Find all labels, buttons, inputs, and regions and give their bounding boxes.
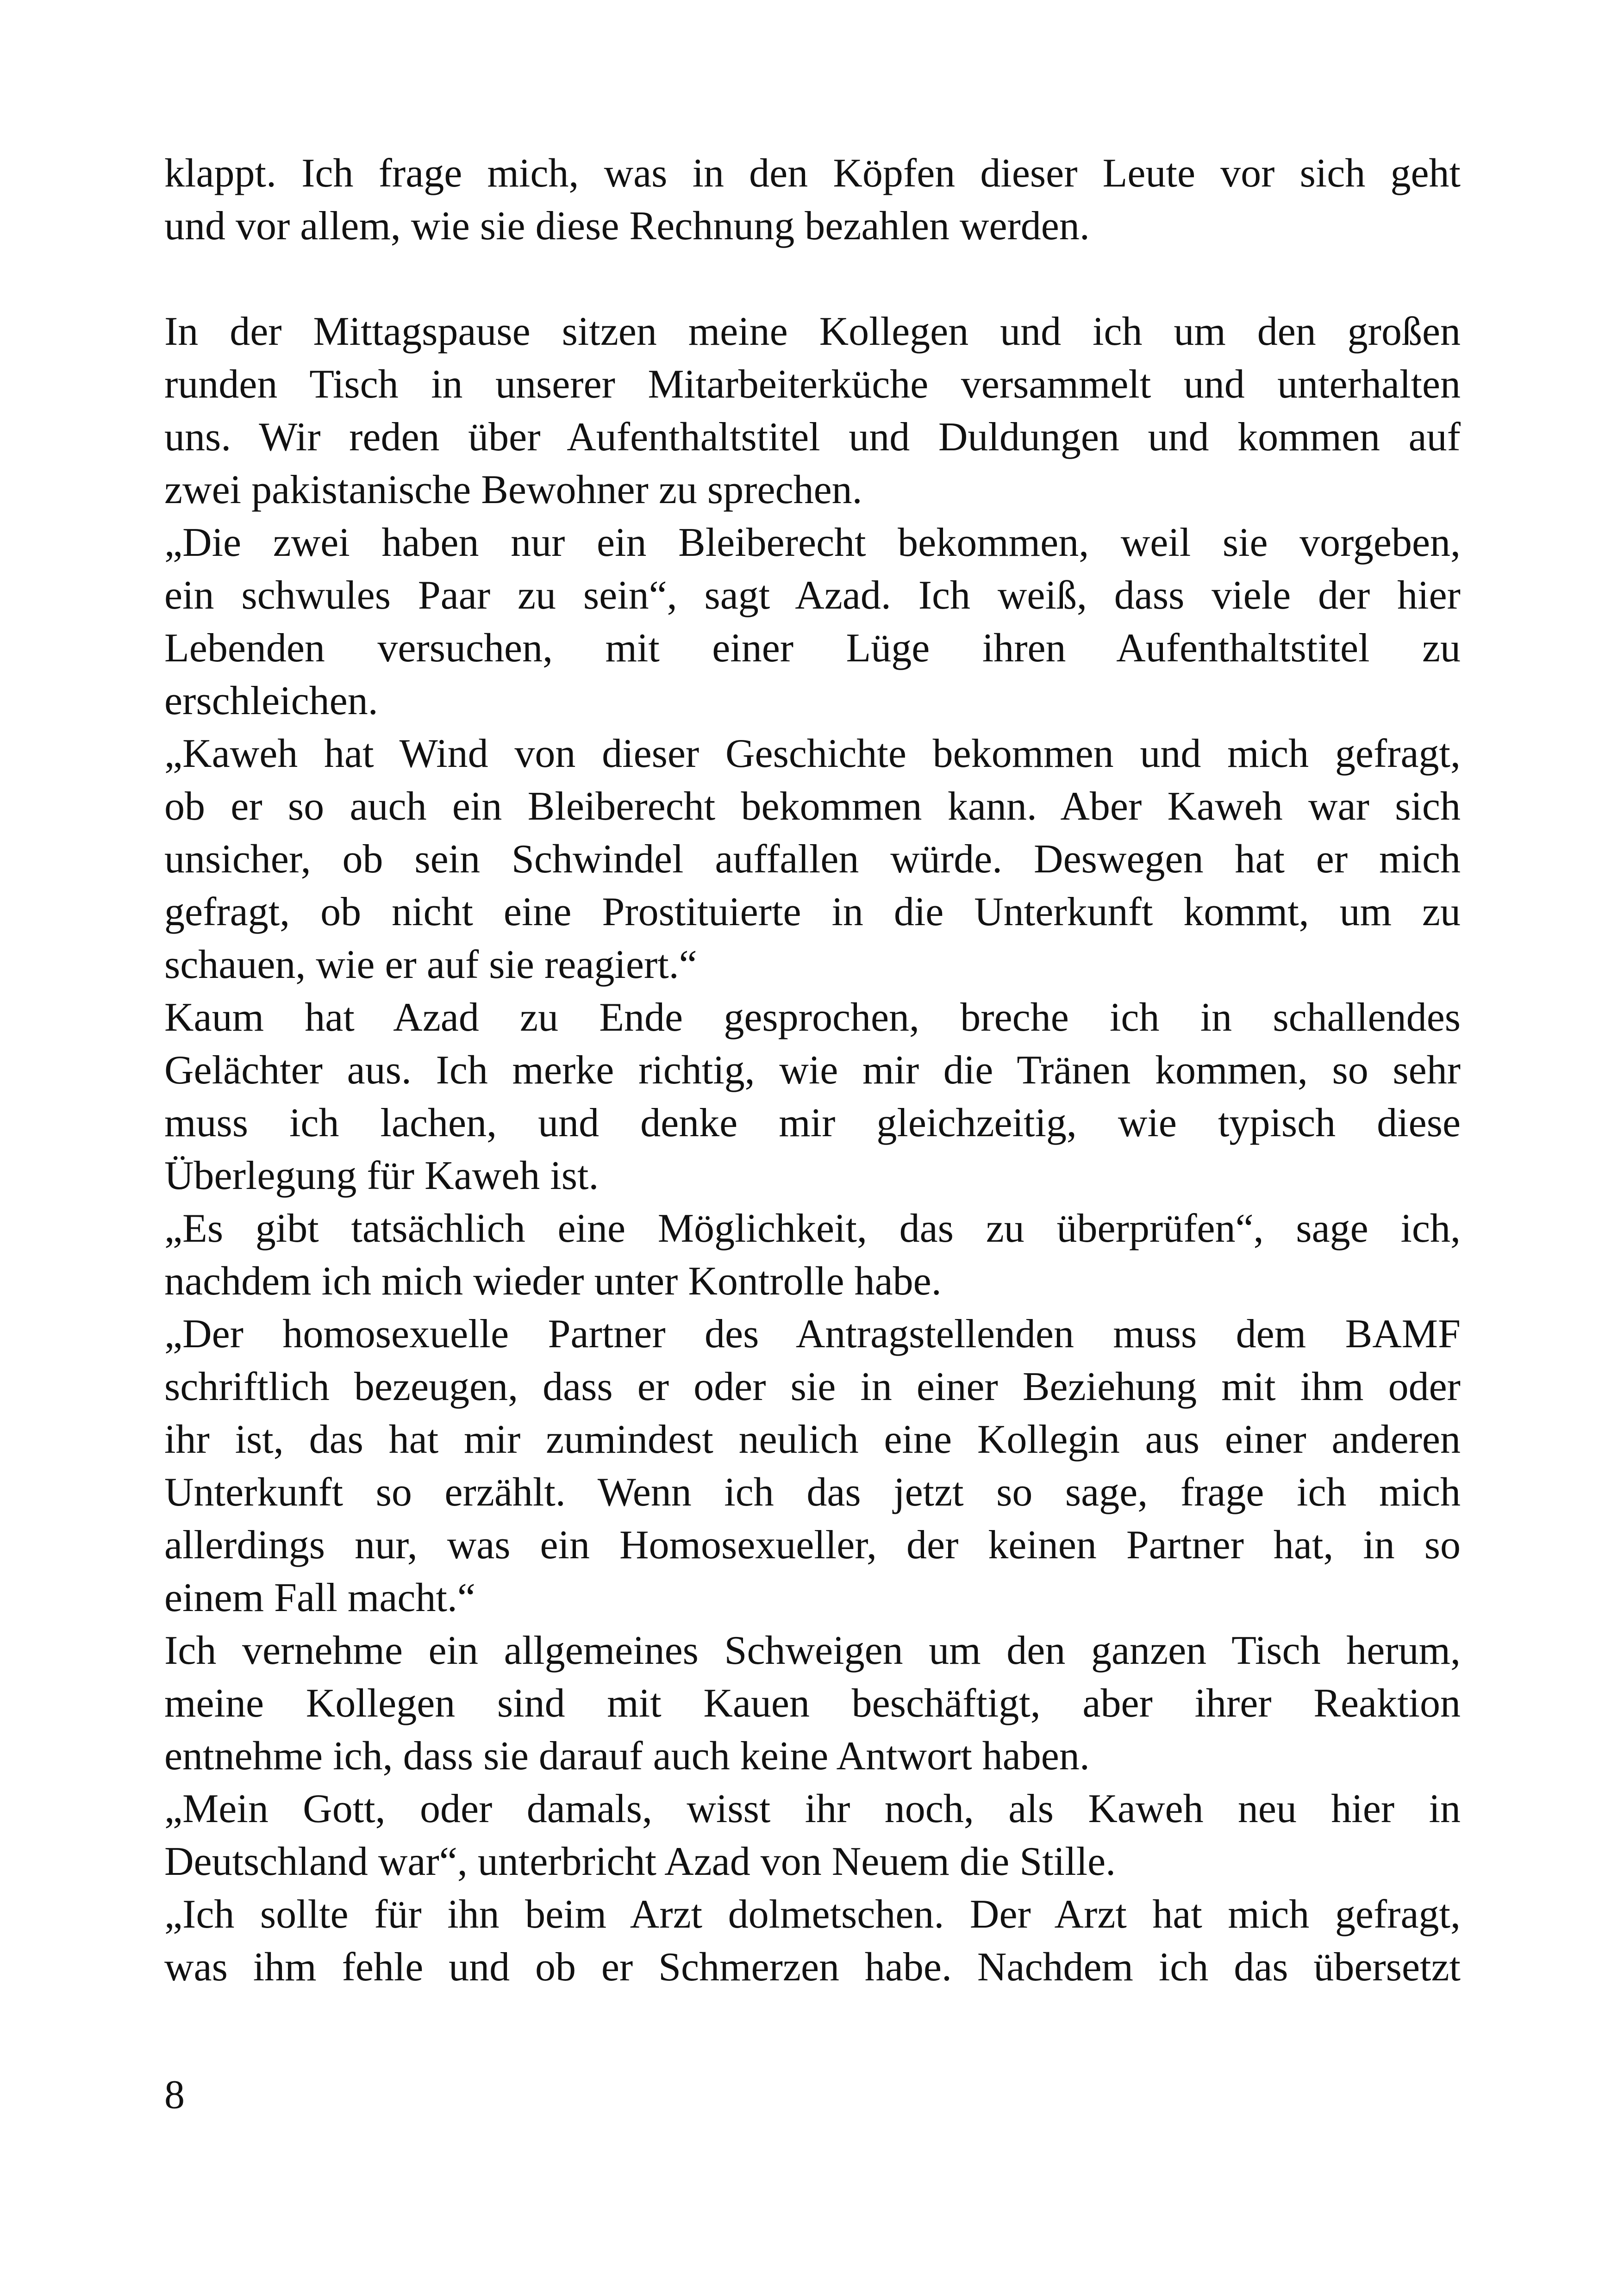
text-line: erschleichen. bbox=[164, 678, 378, 723]
text-line: klappt. Ich frage mich, was in den Köpfen dieser Leute vor sich geht bbox=[164, 151, 1461, 196]
text-line: nachdem ich mich wieder unter Kontrolle habe. bbox=[164, 1259, 942, 1304]
text-line: uns. Wir reden über Aufenthaltstitel und Duldungen und kommen auf bbox=[164, 415, 1461, 460]
text-line: „Der homosexuelle Partner des Antragstellenden muss dem BAMF bbox=[164, 1312, 1461, 1356]
text-line: „Kaweh hat Wind von dieser Geschichte bekommen und mich gefragt, bbox=[164, 731, 1461, 776]
text-line: zwei pakistanische Bewohner zu sprechen. bbox=[164, 467, 862, 512]
text-line: was ihm fehle und ob er Schmerzen habe. Nachdem ich das übersetzt bbox=[164, 1945, 1461, 1990]
paragraph-gap bbox=[164, 253, 1461, 305]
text-line: In der Mittagspause sitzen meine Kollegen und ich um den großen bbox=[164, 309, 1461, 354]
text-line: Überlegung für Kaweh ist. bbox=[164, 1153, 599, 1198]
text-line: unsicher, ob sein Schwindel auffallen würde. Deswegen hat er mich bbox=[164, 837, 1461, 882]
text-line: muss ich lachen, und denke mir gleichzeitig, wie typisch diese bbox=[164, 1101, 1461, 1145]
text-line: „Mein Gott, oder damals, wisst ihr noch, als Kaweh neu hier in bbox=[164, 1786, 1461, 1831]
text-line: Gelächter aus. Ich merke richtig, wie mir die Tränen kommen, so sehr bbox=[164, 1048, 1461, 1093]
text-line: „Die zwei haben nur ein Bleiberecht bekommen, weil sie vorgeben, bbox=[164, 520, 1461, 565]
text-line: Ich vernehme ein allgemeines Schweigen um den ganzen Tisch herum, bbox=[164, 1628, 1461, 1673]
text-line: meine Kollegen sind mit Kauen beschäftigt, aber ihrer Reaktion bbox=[164, 1681, 1461, 1726]
text-line: ein schwules Paar zu sein“, sagt Azad. Ich weiß, dass viele der hier bbox=[164, 573, 1461, 618]
text-line: schauen, wie er auf sie reagiert.“ bbox=[164, 942, 697, 987]
body-text bbox=[164, 147, 1461, 1994]
text-line: Kaum hat Azad zu Ende gesprochen, breche ich in schallendes bbox=[164, 995, 1461, 1040]
text-line: schriftlich bezeugen, dass er oder sie in einer Beziehung mit ihm oder bbox=[164, 1364, 1461, 1409]
text-line: „Es gibt tatsächlich eine Möglichkeit, das zu überprüfen“, sage ich, bbox=[164, 1206, 1461, 1251]
text-line: Unterkunft so erzählt. Wenn ich das jetzt so sage, frage ich mich bbox=[164, 1470, 1461, 1515]
text-line: allerdings nur, was ein Homosexueller, der keinen Partner hat, in so bbox=[164, 1523, 1461, 1568]
text-line: einem Fall macht.“ bbox=[164, 1575, 475, 1620]
page-number: 8 bbox=[164, 2072, 185, 2117]
text-line: runden Tisch in unserer Mitarbeiterküche versammelt und unterhalten bbox=[164, 362, 1461, 407]
text-line: ob er so auch ein Bleiberecht bekommen kann. Aber Kaweh war sich bbox=[164, 784, 1461, 829]
text-line: Deutschland war“, unterbricht Azad von Neuem die Stille. bbox=[164, 1839, 1116, 1884]
text-line: gefragt, ob nicht eine Prostituierte in die Unterkunft kommt, um zu bbox=[164, 890, 1461, 934]
text-line: und vor allem, wie sie diese Rechnung bezahlen werden. bbox=[164, 204, 1090, 249]
text-line: entnehme ich, dass sie darauf auch keine Antwort haben. bbox=[164, 1734, 1090, 1779]
text-line: ihr ist, das hat mir zumindest neulich eine Kollegin aus einer anderen bbox=[164, 1417, 1461, 1462]
text-line: Lebenden versuchen, mit einer Lüge ihren Aufenthaltstitel zu bbox=[164, 626, 1461, 671]
text-line: „Ich sollte für ihn beim Arzt dolmetschen. Der Arzt hat mich gefragt, bbox=[164, 1892, 1461, 1937]
